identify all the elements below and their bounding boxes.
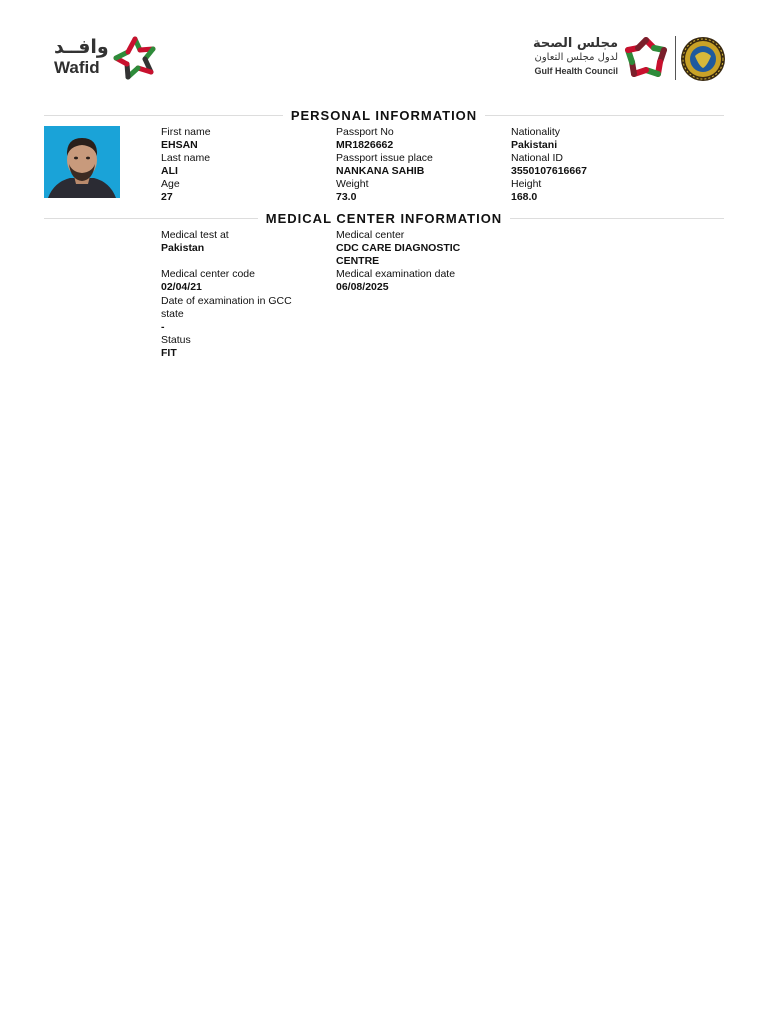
medical-center-field bbox=[336, 229, 476, 268]
field-value: Pakistani bbox=[511, 139, 558, 151]
field-value: 27 bbox=[161, 191, 173, 203]
field-label: Age bbox=[161, 178, 180, 190]
field-label: Nationality bbox=[511, 126, 561, 138]
personal-info-title: PERSONAL INFORMATION bbox=[290, 107, 478, 123]
medical-examination-date-field bbox=[336, 268, 506, 294]
height-field bbox=[511, 178, 681, 204]
field-label: National ID bbox=[511, 152, 563, 164]
gcc-seal-icon bbox=[680, 36, 726, 82]
person-photo bbox=[44, 126, 120, 198]
wafid-logo-arabic: وافــد bbox=[54, 36, 109, 58]
field-label: Passport issue place bbox=[336, 152, 433, 164]
field-value: - bbox=[161, 321, 165, 333]
status-field bbox=[161, 334, 331, 360]
passport-issue-place-field bbox=[336, 152, 506, 178]
field-value: 06/08/2025 bbox=[336, 281, 389, 293]
ghc-english: Gulf Health Council bbox=[534, 66, 618, 76]
divider bbox=[510, 218, 724, 219]
status-value: FIT bbox=[161, 347, 177, 359]
field-label: Weight bbox=[336, 178, 369, 190]
age-field bbox=[161, 178, 331, 204]
medical-center-code-field bbox=[161, 268, 331, 294]
logo-divider bbox=[675, 36, 676, 80]
field-label: First name bbox=[161, 126, 211, 138]
gulf-health-council-logo bbox=[530, 34, 730, 86]
divider bbox=[44, 218, 258, 219]
wafid-star-icon bbox=[112, 36, 158, 80]
field-value: 02/04/21 bbox=[161, 281, 202, 293]
medical-test-at-field bbox=[161, 229, 331, 255]
field-value: CDC CARE DIAGNOSTIC CENTRE bbox=[336, 242, 461, 267]
gcc-examination-date-field bbox=[161, 295, 301, 334]
wafid-logo bbox=[52, 36, 162, 82]
field-value: NANKANA SAHIB bbox=[336, 165, 425, 177]
field-value: 73.0 bbox=[336, 191, 357, 203]
medical-info-heading bbox=[44, 210, 724, 226]
field-label: Medical test at bbox=[161, 229, 229, 241]
first-name-field bbox=[161, 126, 331, 152]
personal-info-heading bbox=[44, 107, 724, 123]
weight-field bbox=[336, 178, 506, 204]
field-label: Last name bbox=[161, 152, 211, 164]
field-value: Pakistan bbox=[161, 242, 205, 254]
field-value: 168.0 bbox=[511, 191, 538, 203]
passport-no-field bbox=[336, 126, 506, 152]
field-label: Medical examination date bbox=[336, 268, 456, 280]
ghc-arabic-line2: لدول مجلس التعاون bbox=[534, 52, 618, 63]
wafid-logo-english: Wafid bbox=[54, 58, 100, 77]
field-label: Medical center code bbox=[161, 268, 255, 280]
ghc-arabic-line1: مجلس الصحة bbox=[532, 36, 618, 51]
last-name-field bbox=[161, 152, 331, 178]
field-value: EHSAN bbox=[161, 139, 198, 151]
field-value: 3550107616667 bbox=[511, 165, 587, 177]
nationality-field bbox=[511, 126, 681, 152]
ghc-star-icon bbox=[624, 36, 668, 80]
national-id-field bbox=[511, 152, 681, 178]
field-label: Date of examination in GCC state bbox=[161, 295, 292, 320]
field-label: Passport No bbox=[336, 126, 394, 138]
divider bbox=[44, 115, 283, 116]
field-label: Medical center bbox=[336, 229, 405, 241]
field-label: Status bbox=[161, 334, 191, 346]
medical-info-title: MEDICAL CENTER INFORMATION bbox=[265, 210, 503, 226]
field-value: MR1826662 bbox=[336, 139, 394, 151]
divider bbox=[485, 115, 724, 116]
field-value: ALI bbox=[161, 165, 178, 177]
field-label: Height bbox=[511, 178, 542, 190]
